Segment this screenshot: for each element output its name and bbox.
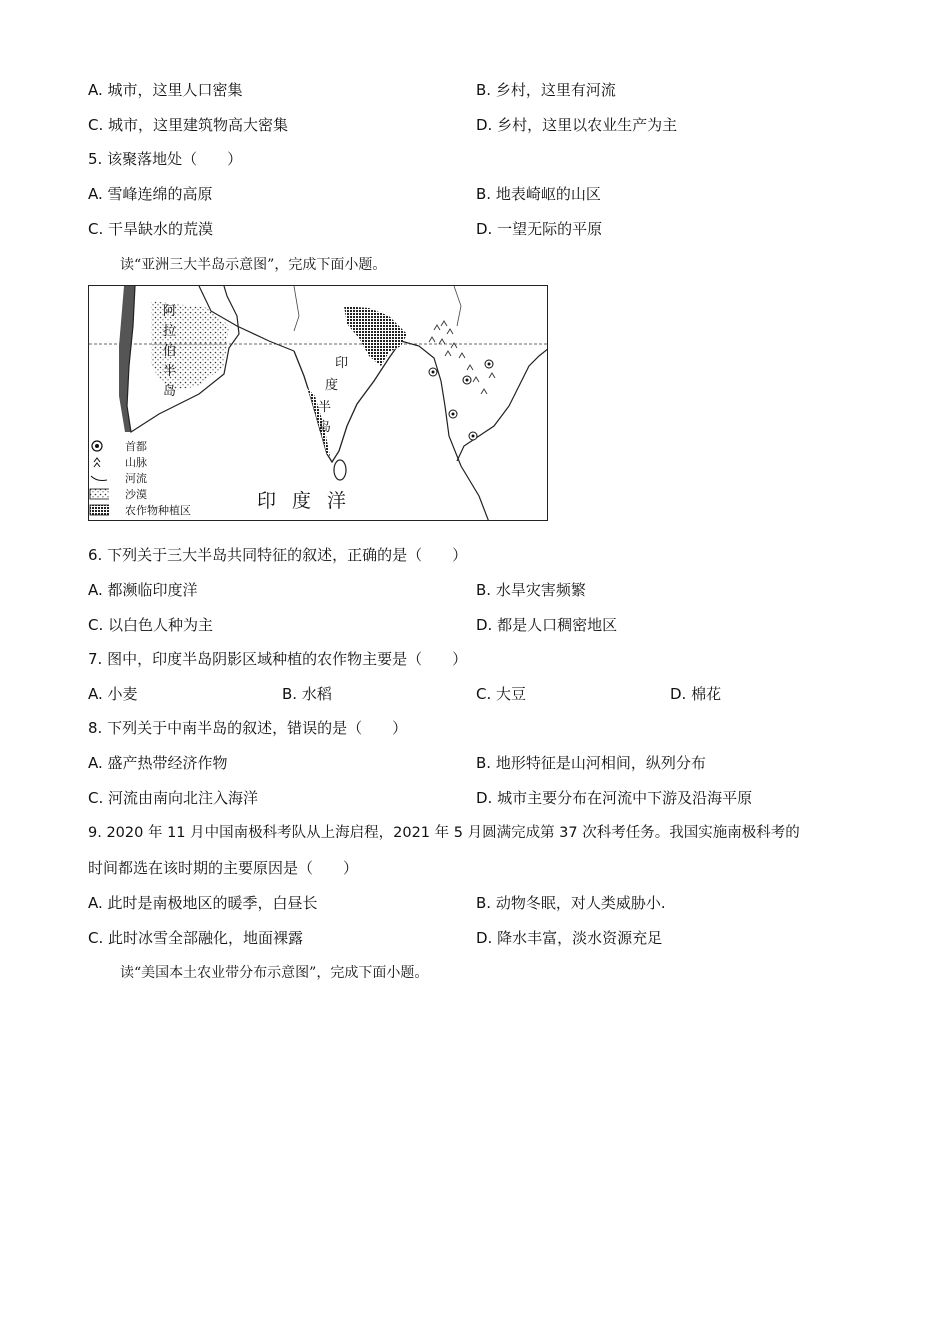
q9-option-c: C. 此时冰雪全部融化，地面裸露 (88, 929, 304, 947)
desert-legend-icon (89, 488, 109, 500)
india-label-4: 岛 (318, 420, 332, 435)
q8-option-d: D. 城市主要分布在河流中下游及沿海平原 (476, 789, 753, 807)
q6-option-c: C. 以白色人种为主 (88, 616, 214, 634)
q5-stem: 5. 该聚落地处（ ） (88, 150, 243, 168)
river-legend-icon (89, 472, 109, 484)
q7-option-c: C. 大豆 (476, 685, 527, 703)
map-legend (89, 436, 209, 521)
q5-option-a: A. 雪峰连绵的高原 (88, 185, 213, 203)
q8-option-c: C. 河流由南向北注入海洋 (88, 789, 259, 807)
q5-option-c: C. 干旱缺水的荒漠 (88, 220, 214, 238)
legend-mountain: 山脉 (125, 456, 147, 469)
q7-option-d: D. 棉花 (670, 685, 722, 703)
q5-option-d: D. 一望无际的平原 (476, 220, 603, 238)
legend-river: 河流 (125, 472, 147, 485)
sri-lanka (334, 460, 346, 480)
intro-asia-map: 读“亚洲三大半岛示意图”，完成下面小题。 (120, 257, 387, 273)
india-label-3: 半 (318, 400, 332, 415)
q7-stem: 7. 图中，印度半岛阴影区域种植的农作物主要是（ ） (88, 650, 468, 668)
arabia-label-2: 拉 (163, 324, 177, 339)
q6-option-b: B. 水旱灾害频繁 (476, 581, 586, 599)
q8-option-b: B. 地形特征是山河相间，纵列分布 (476, 754, 706, 772)
q9-option-b: B. 动物冬眠，对人类威胁小. (476, 894, 666, 912)
q9-stem-line2: 时间都选在该时期的主要原因是（ ） (88, 859, 359, 877)
legend-capital: 首都 (125, 440, 147, 453)
legend-desert: 沙漠 (125, 488, 147, 501)
indochina-west-coast (401, 341, 489, 521)
q9-option-d: D. 降水丰富，淡水资源充足 (476, 929, 663, 947)
q8-stem: 8. 下列关于中南半岛的叙述，错误的是（ ） (88, 719, 408, 737)
indian-ocean-label: 印度洋 (257, 490, 363, 512)
mountain-symbols (429, 321, 495, 394)
arabia-label-4: 半 (163, 364, 177, 379)
arabia-label-5: 岛 (163, 384, 177, 399)
india-label-2: 度 (325, 378, 339, 393)
q4-option-d: D. 乡村，这里以农业生产为主 (476, 116, 678, 134)
q8-option-a: A. 盛产热带经济作物 (88, 754, 228, 772)
q6-stem: 6. 下列关于三大半岛共同特征的叙述，正确的是（ ） (88, 546, 468, 564)
asia-peninsulas-map (88, 285, 548, 521)
q4-option-a: A. 城市，这里人口密集 (88, 81, 243, 99)
ganges-crop (344, 306, 407, 366)
intro-usa-map: 读“美国本土农业带分布示意图”，完成下面小题。 (120, 965, 429, 981)
mountain-legend-icon (89, 456, 109, 468)
q7-option-b: B. 水稻 (282, 685, 332, 703)
legend-crop: 农作物种植区 (125, 504, 191, 517)
q5-option-b: B. 地表崎岖的山区 (476, 185, 601, 203)
q9-option-a: A. 此时是南极地区的暖季，白昼长 (88, 894, 318, 912)
q4-option-c: C. 城市，这里建筑物高大密集 (88, 116, 289, 134)
capital-legend-icon (89, 440, 109, 452)
red-sea (119, 286, 135, 432)
q7-option-a: A. 小麦 (88, 685, 138, 703)
q6-option-d: D. 都是人口稠密地区 (476, 616, 618, 634)
arabia-label-1: 阿 (163, 304, 177, 319)
q9-stem-line1: 9. 2020 年 11 月中国南极科考队从上海启程，2021 年 5 月圆满完成第 37 次科考任务。我国实施南极科考的 (88, 825, 800, 841)
india-label-1: 印 (335, 356, 349, 371)
q6-option-a: A. 都濒临印度洋 (88, 581, 198, 599)
arabia-label-3: 伯 (163, 344, 177, 359)
crop-legend-icon (89, 504, 109, 516)
q4-option-b: B. 乡村，这里有河流 (476, 81, 616, 99)
